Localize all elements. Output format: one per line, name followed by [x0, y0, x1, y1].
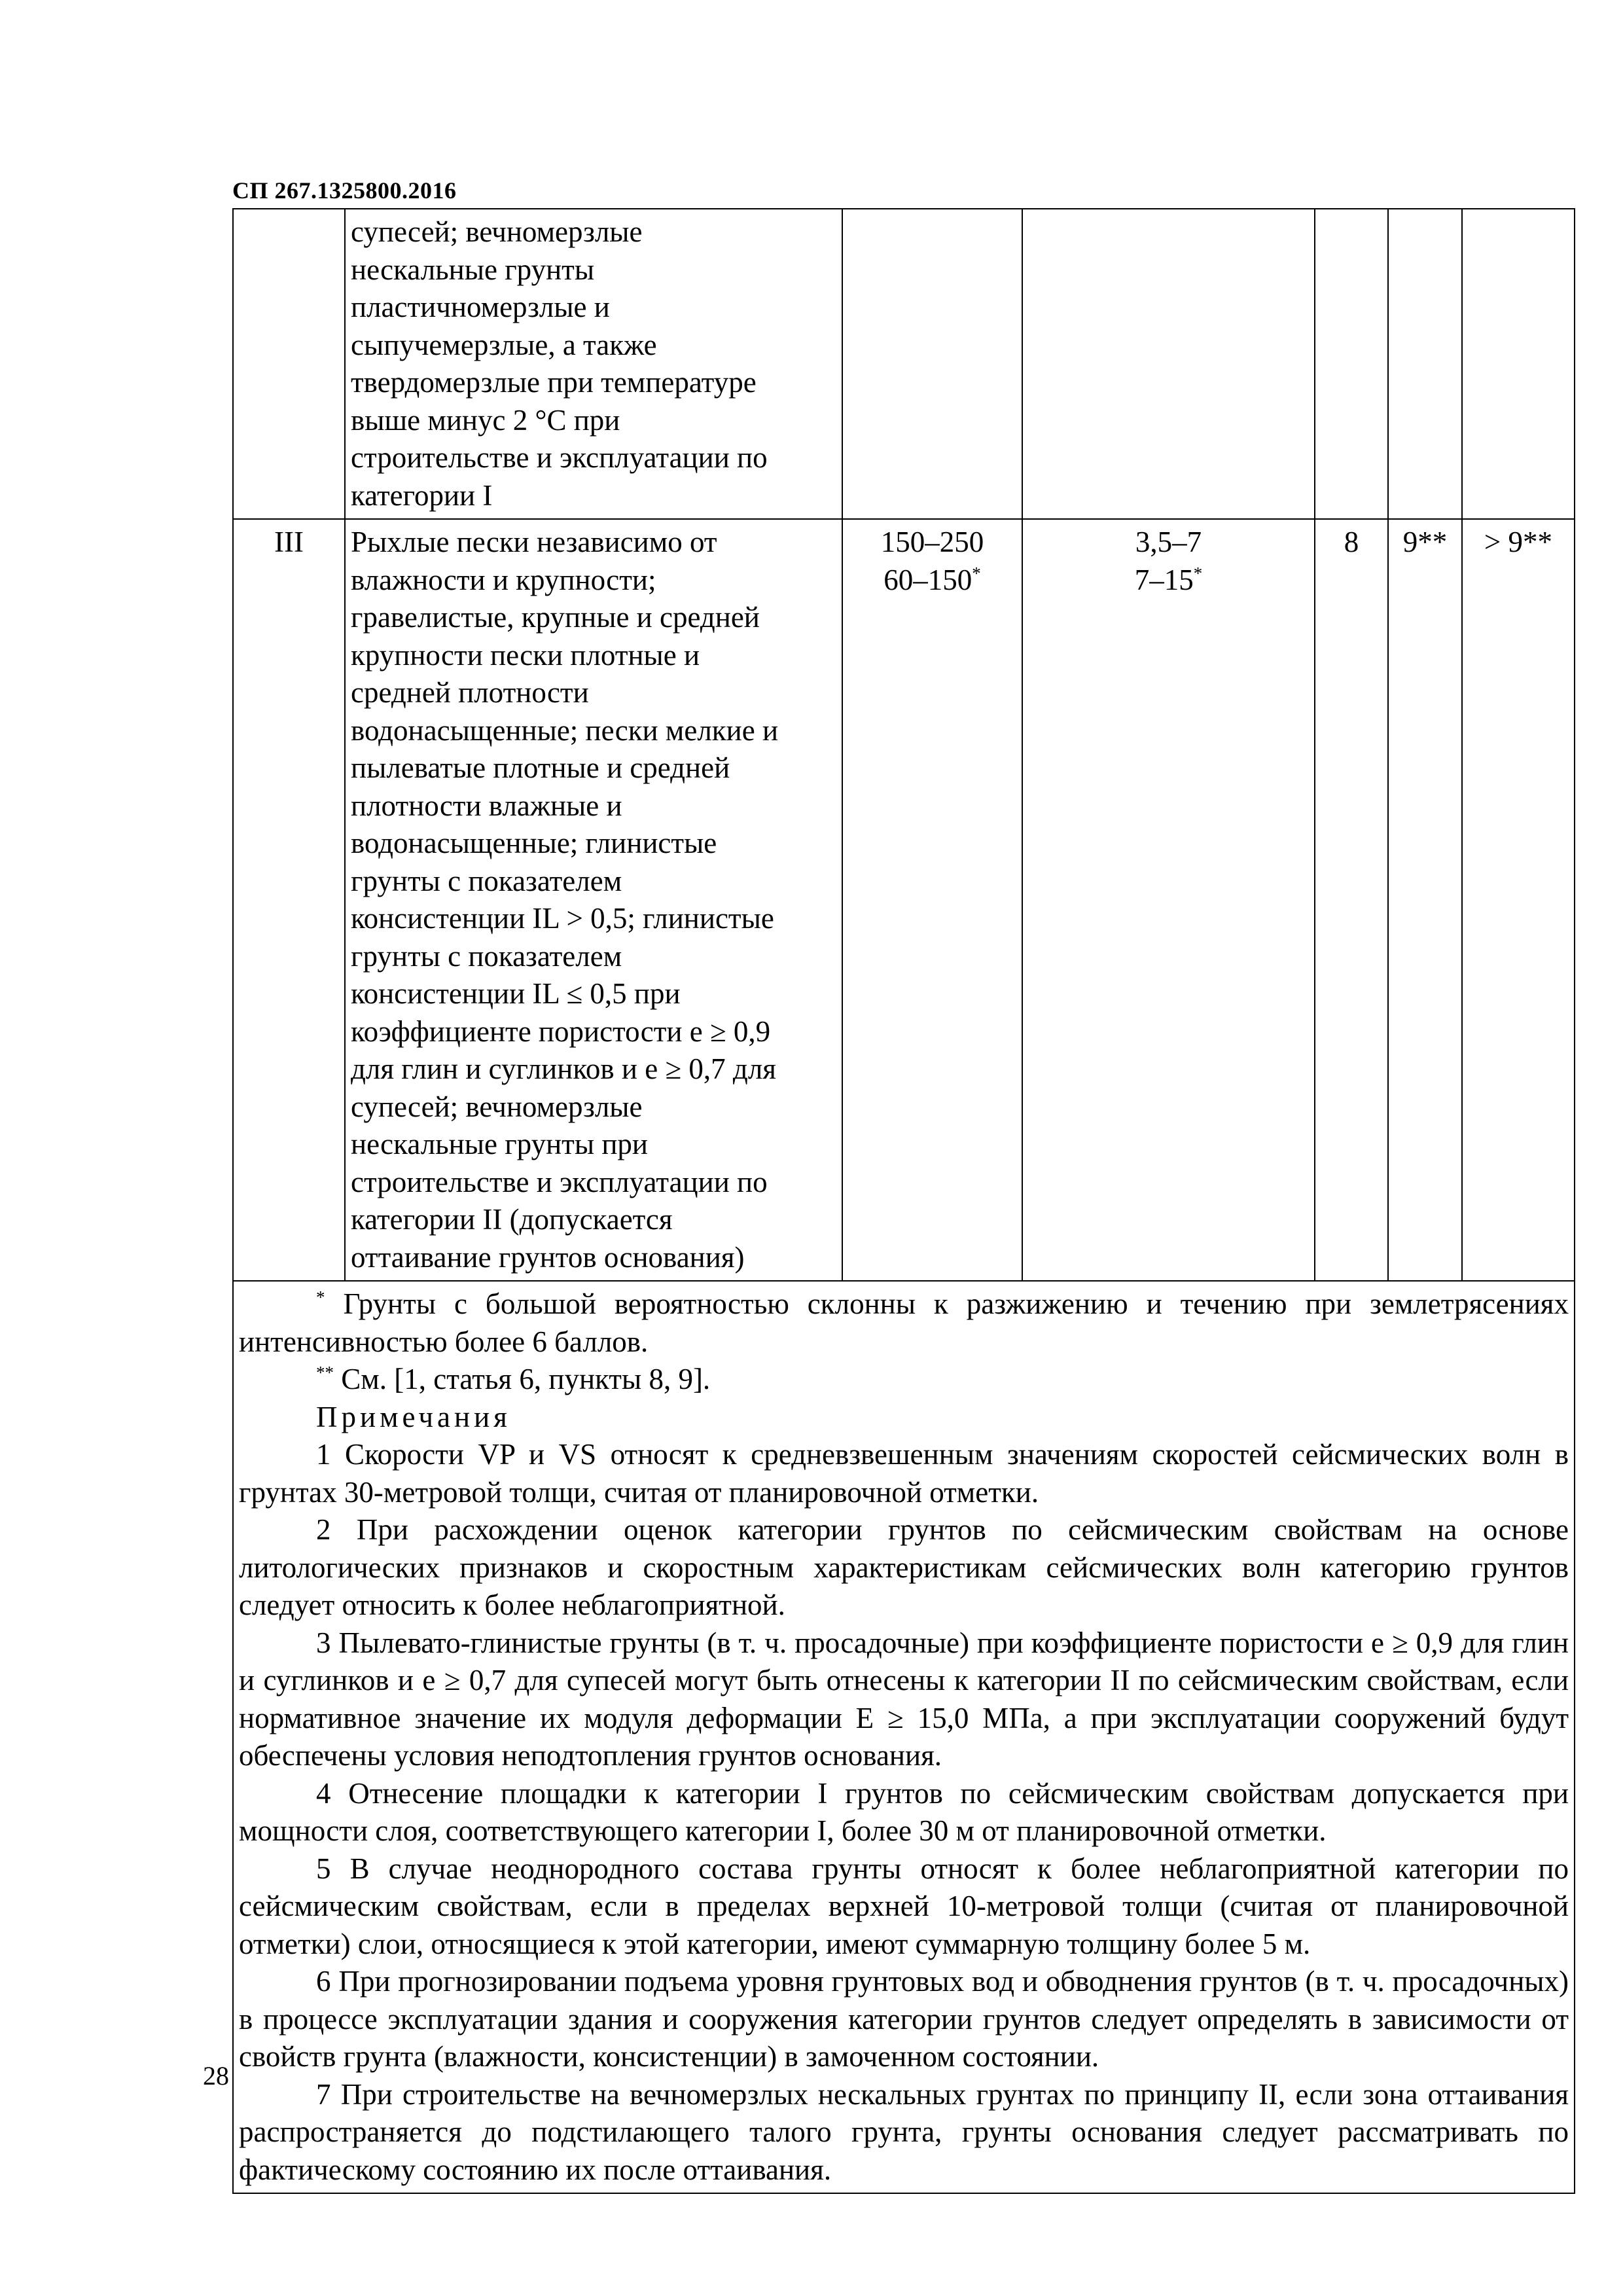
note-item: 4 Отнесение площадки к категории I грунтов по сейсмическим свойствам допускается при мощности слоя, соответствующего категории I, более 30 м от планировочной отметки. [239, 1776, 1569, 1847]
description-line: категории II (допускается [351, 1203, 673, 1236]
notes-cell [233, 1281, 1575, 2193]
description-cell [345, 209, 842, 519]
notes-heading: Примечания [316, 1400, 511, 1433]
shear-velocity-value: 150–250 [880, 526, 984, 558]
description-line: грунты с показателем [351, 864, 622, 897]
note-item: 5 В случае неоднородного состава грунты относят к более неблагоприятной категории по сейсмическим свойствам, если в пределах верхней 10-метровой толщи (считая от планировочной отметки) слои, относящиеся к этой категории, имеют суммарную толщину более 5 м. [239, 1852, 1569, 1960]
note-item: 6 При прогнозировании подъема уровня грунтовых вод и обводнения грунтов (в т. ч. просадочных) в процессе эксплуатации здания и сооружения категории грунтов следует определять в зависимости от свойств грунта (влажности, консистенции) в замоченном состоянии. [239, 1965, 1569, 2073]
intensity-8-cell: > 9** [1462, 519, 1575, 1281]
footnote-mark: ** [316, 1363, 334, 1382]
note-item: 2 При расхождении оценок категории грунтов по сейсмическим свойствам на основе литологических признаков и скоростным характеристикам сейсмических волн категорию грунтов следует относить к более неблагоприятной. [239, 1513, 1569, 1621]
description-line: пылеватые плотные и средней [351, 751, 730, 784]
shear-velocity-cell [842, 209, 1022, 519]
table-row-category-III [233, 519, 1575, 1281]
velocity-ratio-cell [1022, 209, 1315, 519]
description-line: плотности влажные и [351, 789, 622, 822]
description-line: строительстве и эксплуатации по [351, 441, 768, 474]
soil-category-table [232, 208, 1575, 2194]
description-line: супесей; вечномерзлые [351, 1090, 643, 1123]
footnote-1: * Грунты с большой вероятностью склонны к разжижению и течению при землетрясениях интенсивностью более 6 баллов. [239, 1287, 1569, 1358]
description-line: нескальные грунты при [351, 1128, 648, 1160]
footnote-mark: * [972, 563, 981, 583]
table-row-continuation [233, 209, 1575, 519]
description-line: для глин и суглинков и e ≥ 0,7 для [351, 1052, 776, 1085]
description-line: строительстве и эксплуатации по [351, 1165, 768, 1198]
description-line: сыпучемерзлые, а также [351, 328, 657, 361]
note-item: 1 Скорости VP и VS относят к средневзвешенным значениям скоростей сейсмических волн в грунтах 30-метровой толщи, считая от планировочной отметки. [239, 1438, 1569, 1509]
description-line: коэффициенте пористости e ≥ 0,9 [351, 1014, 771, 1048]
description-line: консистенции IL > 0,5; глинистые [351, 902, 774, 935]
description-line: водонасыщенные; пески мелкие и [351, 713, 779, 747]
footnote-mark: * [316, 1287, 325, 1307]
note-item: 7 При строительстве на вечномерзлых нескальных грунтах по принципу II, если зона оттаивания распространяется до подстилающего талого грунта, грунты основания следует рассматривать по фактическому состоянию их после оттаивания. [239, 2077, 1569, 2186]
description-line: гравелистые, крупные и средней [351, 601, 760, 634]
category-cell: III [233, 519, 345, 1281]
description-line: выше минус 2 °С при [351, 403, 620, 437]
category-cell [233, 209, 345, 519]
description-line: пластичномерзлые и [351, 291, 610, 323]
description-line: водонасыщенные; глинистые [351, 827, 717, 859]
velocity-ratio-value: 7–15* [1134, 563, 1203, 596]
description-line: средней плотности [351, 676, 589, 709]
intensity-7-cell [1388, 209, 1462, 519]
shear-velocity-value: 60–150* [883, 563, 981, 596]
description-line: Рыхлые пески независимо от [351, 526, 717, 558]
description-line: влажности и крупности; [351, 563, 656, 596]
footnote-mark: * [1193, 563, 1203, 583]
description-line: грунты с показателем [351, 939, 622, 973]
page-number: 28 [203, 2061, 229, 2090]
description-line: супесей; вечномерзлые [351, 215, 643, 248]
note-item: 3 Пылевато-глинистые грунты (в т. ч. просадочные) при коэффициенте пористости e ≥ 0,9 для глин и суглинков и e ≥ 0,7 для супесей могут быть отнесены к категории II по сейсмическим свойствам, если нормативное значение их модуля деформации E ≥ 15,0 МПа, а при эксплуатации сооружений будут обеспечены условия неподтопления грунтов основания. [239, 1626, 1569, 1772]
shear-velocity-cell [842, 519, 1022, 1281]
intensity-8-cell [1462, 209, 1575, 519]
footnote-2: ** См. [1, статья 6, пункты 8, 9]. [316, 1363, 711, 1395]
description-cell [345, 519, 842, 1281]
description-line: крупности пески плотные и [351, 638, 700, 672]
description-line: нескальные грунты [351, 253, 595, 286]
intensity-7-cell: 9** [1388, 519, 1462, 1281]
intensity-6-cell [1315, 209, 1388, 519]
description-line: категории I [351, 478, 493, 512]
document-code: СП 267.1325800.2016 [232, 177, 457, 204]
intensity-6-cell: 8 [1315, 519, 1388, 1281]
velocity-ratio-value: 3,5–7 [1135, 526, 1202, 558]
description-line: твердомерзлые при температуре [351, 366, 757, 399]
description-line: консистенции IL ≤ 0,5 при [351, 977, 681, 1010]
description-line: оттаивание грунтов основания) [351, 1240, 745, 1274]
velocity-ratio-cell [1022, 519, 1315, 1281]
table-notes-row [233, 1281, 1575, 2193]
